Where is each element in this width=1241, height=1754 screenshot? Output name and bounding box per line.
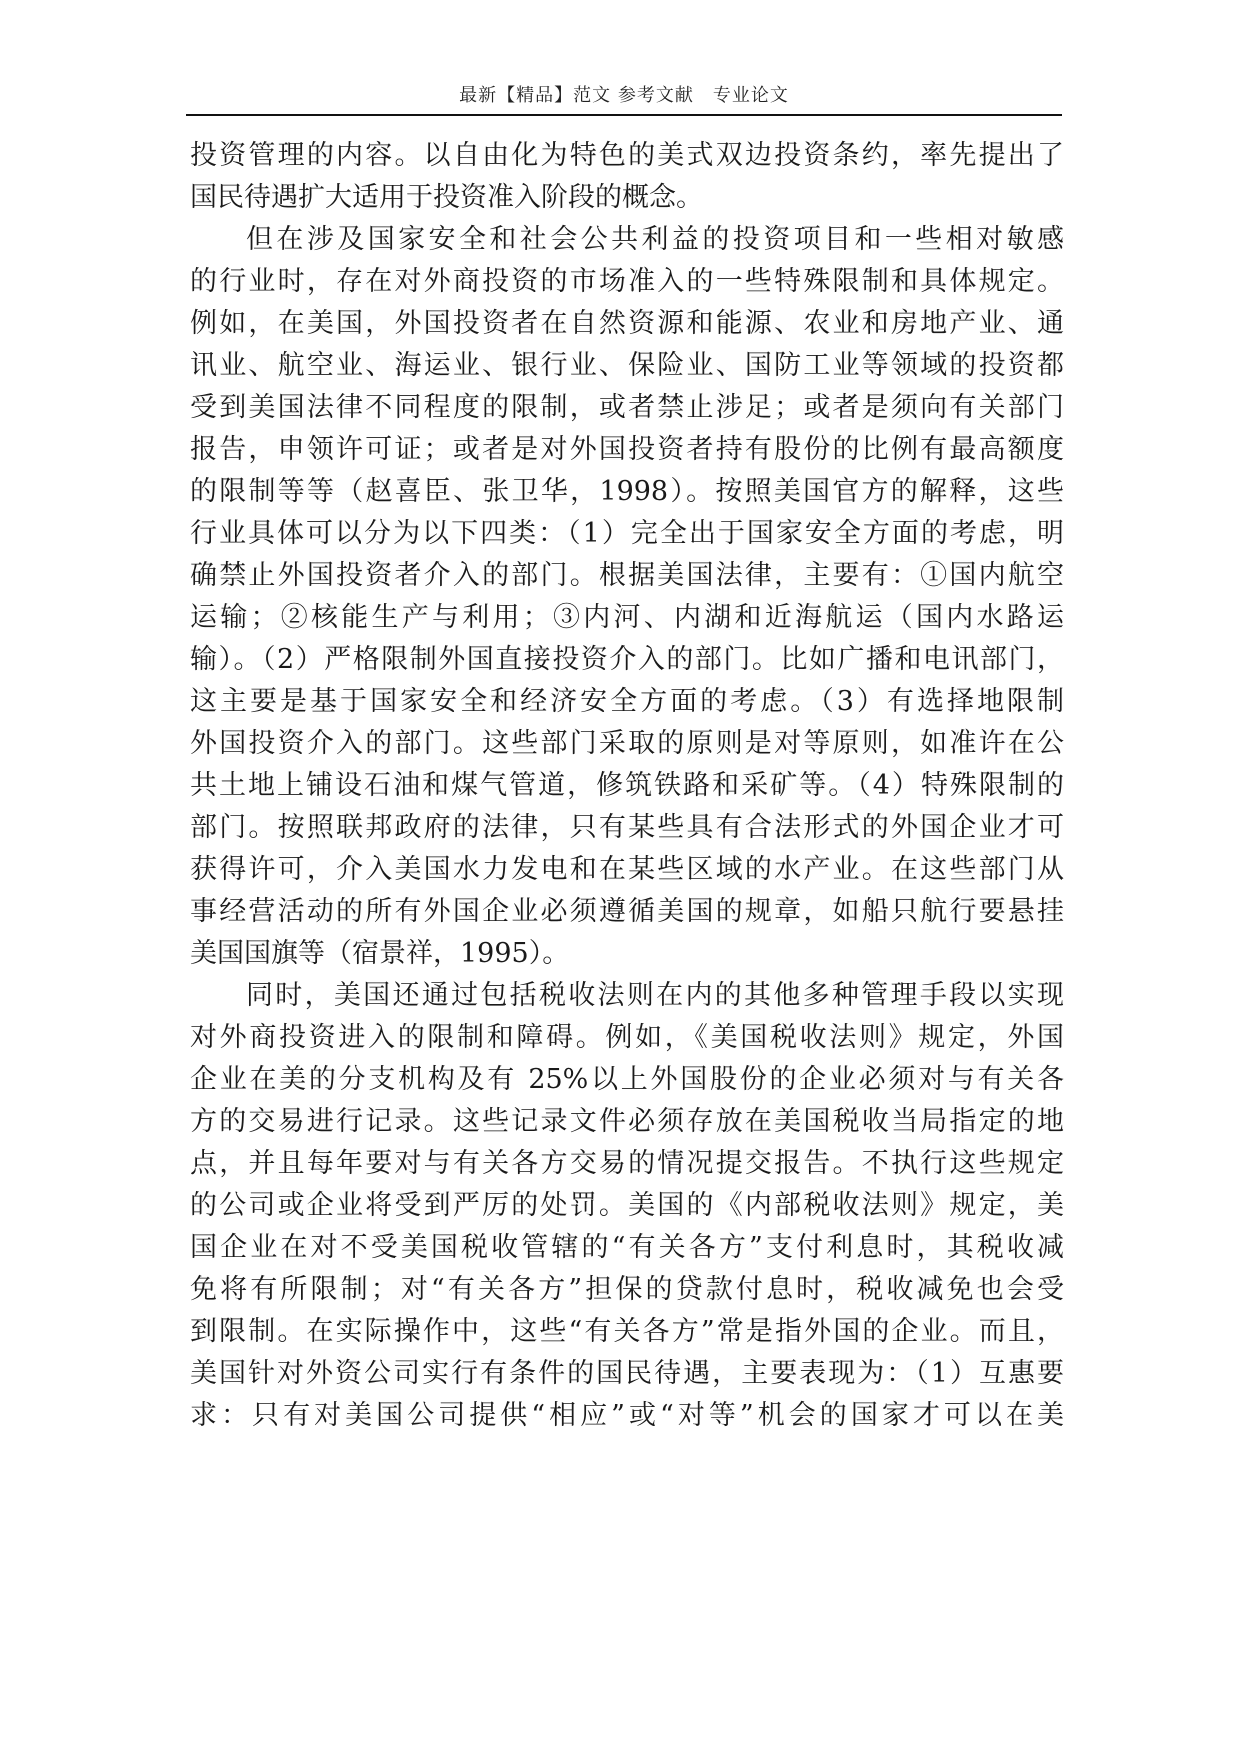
- text-line: 输）。（2）严格限制外国直接投资介入的部门。比如广播和电讯部门，: [190, 644, 1064, 675]
- text-line: 的公司或企业将受到严厉的处罚。美国的《内部税收法则》规定，美: [190, 1190, 1064, 1221]
- text-line: 点，并且每年要对与有关各方交易的情况提交报告。不执行这些规定: [190, 1148, 1064, 1179]
- text-line: 企业在美的分支机构及有 25%以上外国股份的企业必须对与有关各: [190, 1064, 1064, 1095]
- text-line: 方的交易进行记录。这些记录文件必须存放在美国税收当局指定的地: [190, 1106, 1064, 1137]
- paragraph: [190, 975, 1064, 1437]
- text-line: 事经营活动的所有外国企业必须遵循美国的规章，如船只航行要悬挂: [190, 896, 1064, 927]
- text-line: 美国国旗等（宿景祥，1995）。: [190, 938, 570, 969]
- text-line: 到限制。在实际操作中，这些“有关各方”常是指外国的企业。而且，: [190, 1316, 1064, 1347]
- text-line: 美国针对外资公司实行有条件的国民待遇，主要表现为：（1）互惠要: [190, 1358, 1064, 1389]
- text-line: 讯业、航空业、海运业、银行业、保险业、国防工业等领域的投资都: [190, 350, 1064, 381]
- text-line: 确禁止外国投资者介入的部门。根据美国法律，主要有：①国内航空: [190, 560, 1064, 591]
- text-line: 共土地上铺设石油和煤气管道，修筑铁路和采矿等。（4）特殊限制的: [190, 770, 1064, 801]
- text-line: 部门。按照联邦政府的法律，只有某些具有合法形式的外国企业才可: [190, 812, 1064, 843]
- document-body: [190, 135, 1064, 1437]
- text-line: 受到美国法律不同程度的限制，或者禁止涉足；或者是须向有关部门: [190, 392, 1064, 423]
- text-line: 获得许可，介入美国水力发电和在某些区域的水产业。在这些部门从: [190, 854, 1064, 885]
- text-line: 对外商投资进入的限制和障碍。例如，《美国税收法则》规定，外国: [190, 1022, 1064, 1053]
- text-line: 国企业在对不受美国税收管辖的“有关各方”支付利息时，其税收减: [190, 1232, 1064, 1263]
- text-line: 报告，申领许可证；或者是对外国投资者持有股份的比例有最高额度: [190, 434, 1064, 465]
- paragraph: [190, 135, 1064, 219]
- page-header: 最新【精品】范文 参考文献 专业论文: [459, 85, 789, 106]
- text-line: 同时，美国还通过包括税收法则在内的其他多种管理手段以实现: [246, 980, 1064, 1011]
- text-line: 例如，在美国，外国投资者在自然资源和能源、农业和房地产业、通: [190, 308, 1064, 339]
- text-line: 的限制等等（赵喜臣、张卫华，1998）。按照美国官方的解释，这些: [190, 476, 1064, 507]
- text-line: 求：只有对美国公司提供“相应”或“对等”机会的国家才可以在美: [190, 1400, 1064, 1431]
- text-line: 外国投资介入的部门。这些部门采取的原则是对等原则，如准许在公: [190, 728, 1064, 759]
- text-line: 免将有所限制；对“有关各方”担保的贷款付息时，税收减免也会受: [190, 1274, 1064, 1305]
- text-line: 但在涉及国家安全和社会公共利益的投资项目和一些相对敏感: [246, 224, 1064, 255]
- text-line: 运输；②核能生产与利用；③内河、内湖和近海航运（国内水路运: [190, 602, 1064, 633]
- text-line: 国民待遇扩大适用于投资准入阶段的概念。: [190, 182, 703, 213]
- paragraph: [190, 219, 1064, 975]
- header-divider: [186, 114, 1062, 116]
- text-line: 的行业时，存在对外商投资的市场准入的一些特殊限制和具体规定。: [190, 266, 1064, 297]
- text-line: 投资管理的内容。以自由化为特色的美式双边投资条约，率先提出了: [190, 140, 1064, 171]
- text-line: 行业具体可以分为以下四类：（1）完全出于国家安全方面的考虑，明: [190, 518, 1064, 549]
- text-line: 这主要是基于国家安全和经济安全方面的考虑。（3）有选择地限制: [190, 686, 1064, 717]
